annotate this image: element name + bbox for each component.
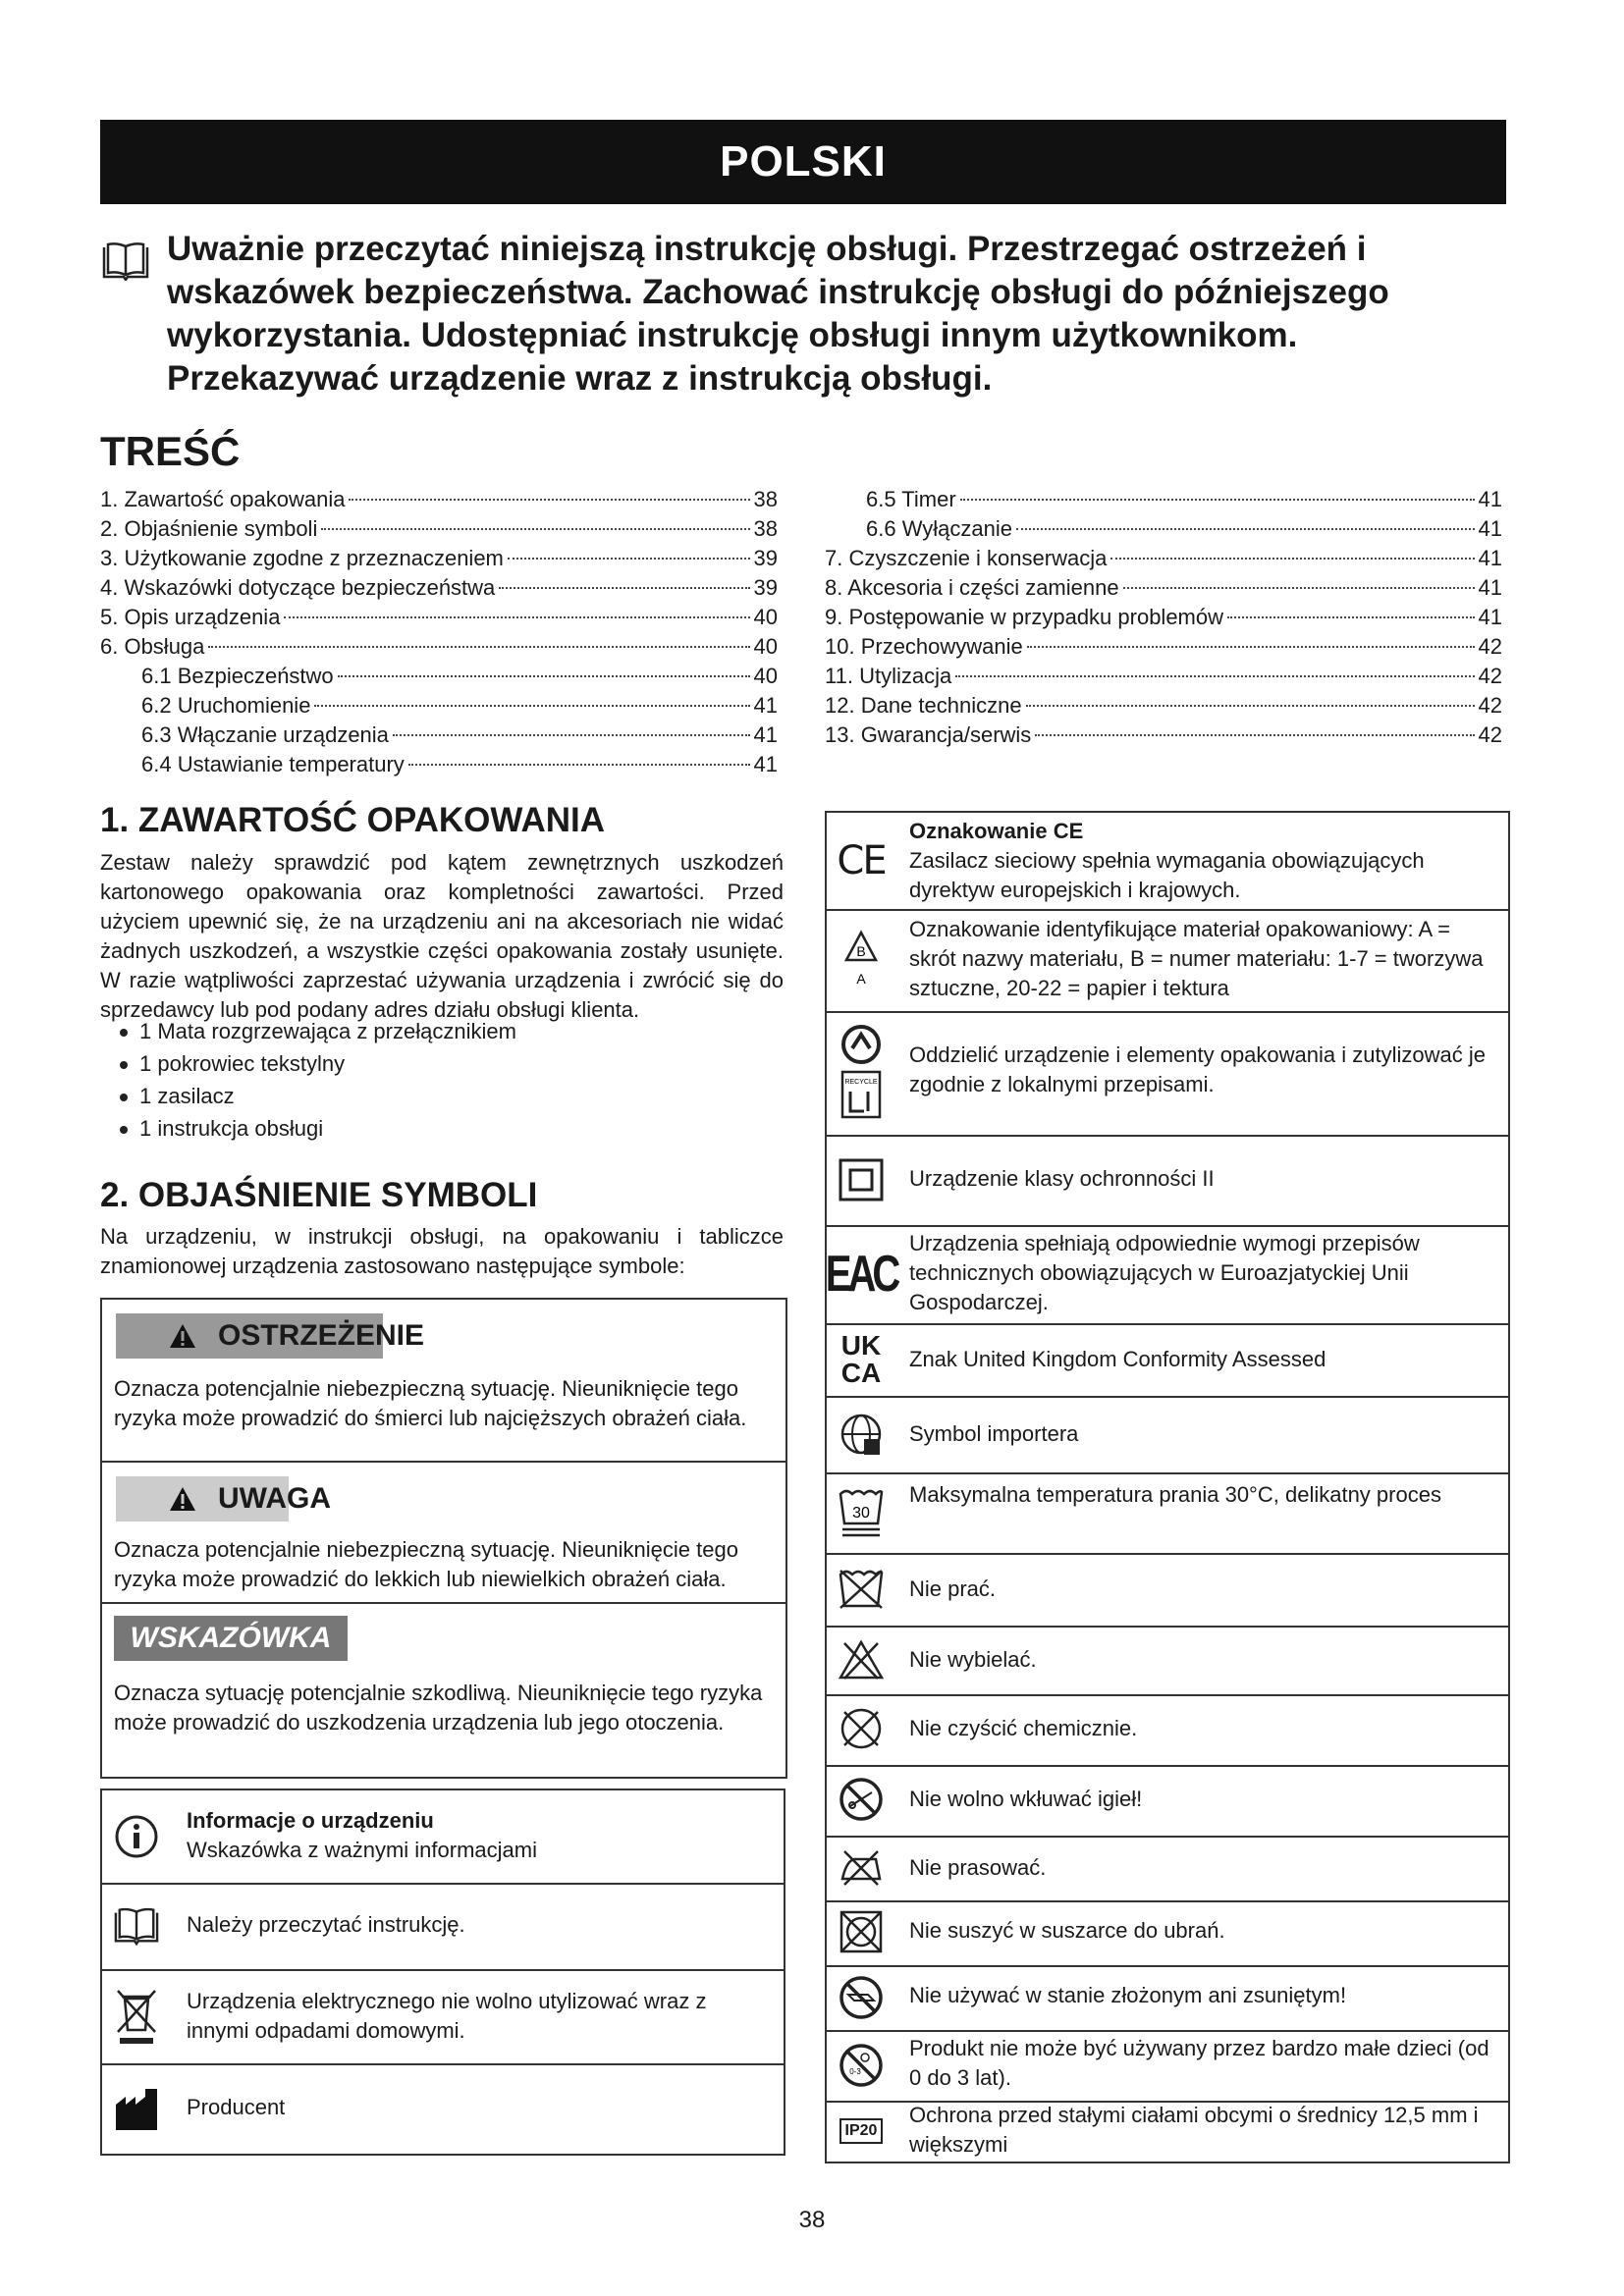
toc-entry[interactable]: 3. Użytkowanie zgodne z przeznaczeniem 39 <box>100 546 778 570</box>
symbol-row: Należy przeczytać instrukcję. <box>102 1883 784 1971</box>
book-icon <box>102 241 149 281</box>
symbol-row: Producent <box>102 2063 784 2154</box>
weee-bin-icon <box>114 1987 159 2046</box>
symbol-row: Nie prać. <box>827 1553 1508 1628</box>
eac-mark-icon: EAC <box>825 1245 897 1302</box>
toc-entry[interactable]: 6. Obsługa 40 <box>100 634 778 659</box>
toc-entry[interactable]: 12. Dane techniczne 42 <box>825 693 1502 718</box>
toc-entry[interactable]: 6.1 Bezpieczeństwo 40 <box>141 664 778 688</box>
caution-text: Oznacza potencjalnie niebezpieczną sytuację. Nieuniknięcie tego ryzyka może prowadzić do lekkich lub niewielkich obrażeń ciała. <box>114 1537 738 1591</box>
protection-class-ii-icon <box>839 1158 884 1201</box>
symbol-row: Nie prasować. <box>827 1836 1508 1902</box>
note-label: WSKAZÓWKA <box>114 1616 348 1661</box>
do-not-use-folded-icon <box>839 1975 884 2020</box>
toc-entry[interactable]: 6.2 Uruchomienie 41 <box>141 693 778 718</box>
warning-box <box>100 1298 787 1465</box>
toc-entry[interactable]: 2. Objaśnienie symboli 38 <box>100 516 778 541</box>
section-2-title: 2. OBJAŚNIENIE SYMBOLI <box>100 1176 538 1214</box>
list-item: 1 zasilacz <box>100 1080 784 1112</box>
do-not-bleach-icon <box>839 1639 884 1681</box>
toc-title: TREŚĆ <box>100 428 241 474</box>
warning-triangle-icon <box>169 1323 196 1349</box>
toc-entry[interactable]: 9. Postępowanie w przypadku problemów 41 <box>825 605 1502 629</box>
symbol-row: IP20 Ochrona przed stałymi ciałami obcymi o średnicy 12,5 mm i większymi <box>827 2101 1508 2162</box>
list-item: 1 Mata rozgrzewająca z przełącznikiem <box>100 1015 784 1047</box>
symbol-row: Nie używać w stanie złożonym ani zsuniętym! <box>827 1965 1508 2032</box>
section-1-text: Zestaw należy sprawdzić pod kątem zewnętrznych uszkodzeń kartonowego opakowania oraz kompletności zawartości. Przed użyciem upewnić się, że na urządzeniu ani na akcesoriach nie widać żadnych uszkodzeń, a wszystkie części opakowania zostały usunięte. W razie wątpliwości zaprzestać używania urządzenia i zwrócić się do sprzedawcy lub pod podany adres działu obsługi klienta. <box>100 850 784 1022</box>
language-title: POLSKI <box>720 137 887 186</box>
svg-text:30: 30 <box>852 1505 870 1522</box>
toc-entry[interactable]: 8. Akcesoria i części zamienne 41 <box>825 575 1502 600</box>
symbol-row: UK CA Znak United Kingdom Conformity Assessed <box>827 1323 1508 1398</box>
symbol-row: CE Oznakowanie CE Zasilacz sieciowy spełnia wymagania obowiązujących dyrektyw europejskich i krajowych. <box>827 813 1508 911</box>
do-not-wash-icon <box>839 1569 884 1610</box>
do-not-iron-icon <box>839 1847 884 1887</box>
section-1-title: 1. ZAWARTOŚĆ OPAKOWANIA <box>100 801 606 839</box>
note-text: Oznacza sytuację potencjalnie szkodliwą. Nieuniknięcie tego ryzyka może prowadzić do uszkodzenia urządzenia lub jego otoczenia. <box>114 1681 763 1735</box>
list-item: 1 pokrowiec tekstylny <box>100 1047 784 1080</box>
caution-triangle-icon <box>169 1486 196 1512</box>
svg-text:B: B <box>856 943 866 959</box>
toc-entry[interactable]: 6.6 Wyłączanie 41 <box>866 516 1502 541</box>
toc-entry[interactable]: 6.3 Włączanie urządzenia 41 <box>141 722 778 747</box>
toc-entry[interactable]: 4. Wskazówki dotyczące bezpieczeństwa 39 <box>100 575 778 600</box>
symbol-row: Urządzenie klasy ochronności II <box>827 1135 1508 1227</box>
language-header <box>100 120 1506 204</box>
toc-right-column <box>825 487 1502 752</box>
do-not-dry-clean-icon <box>839 1706 884 1751</box>
recycling-material-icon <box>839 919 884 1001</box>
section-2-text: Na urządzeniu, w instrukcji obsługi, na opakowaniu i tabliczce znamionowej urządzenia zastosowano następujące symbole: <box>100 1224 784 1278</box>
toc-entry[interactable]: 1. Zawartość opakowania 38 <box>100 487 778 511</box>
svg-text:A: A <box>856 971 866 987</box>
symbol-row: 0-3 Produkt nie może być używany przez bardzo małe dzieci (od 0 do 3 lat). <box>827 2030 1508 2103</box>
intro-instructions: Uważnie przeczytać niniejszą instrukcję obsługi. Przestrzegać ostrzeżeń i wskazówek bezpieczeństwa. Zachować instrukcję obsługi do późniejszego wykorzystania. Udostępniać instrukcję obsługi innym użytkownikom. Przekazywać urządzenie wraz z instrukcją obsługi. <box>167 230 1389 398</box>
toc-entry[interactable]: 5. Opis urządzenia 40 <box>100 605 778 629</box>
ukca-mark-icon: UK CA <box>840 1330 882 1388</box>
factory-icon <box>114 2087 159 2130</box>
toc-entry[interactable]: 10. Przechowywanie 42 <box>825 634 1502 659</box>
warning-text: Oznacza potencjalnie niebezpieczną sytuację. Nieuniknięcie tego ryzyka może prowadzić do śmierci lub najcięższych obrażeń ciała. <box>114 1376 747 1430</box>
package-contents-list <box>100 1015 784 1145</box>
symbol-row: RECYCLE Oddzielić urządzenie i elementy opakowania i zutylizować je zgodnie z lokalnymi przepisami. <box>827 1011 1508 1137</box>
symbol-row: Nie wolno wkłuwać igieł! <box>827 1765 1508 1838</box>
toc-entry[interactable]: 13. Gwarancja/serwis 42 <box>825 722 1502 747</box>
symbol-row: EAC Urządzenia spełniają odpowiednie wymogi przepisów technicznych obowiązujących w Euroazjatyckiej Unii Gospodarczej. <box>827 1225 1508 1325</box>
toc-left-column <box>100 487 778 781</box>
no-small-children-icon <box>839 2042 884 2089</box>
page-number: 38 <box>798 2207 826 2233</box>
list-item: 1 instrukcja obsługi <box>100 1112 784 1145</box>
symbol-row: Informacje o urządzeniu Wskazówka z ważnymi informacjami <box>102 1790 784 1885</box>
toc-entry[interactable]: 11. Utylizacja 42 <box>825 664 1502 688</box>
warning-label: OSTRZEŻENIE <box>112 1313 485 1359</box>
svg-text:RECYCLE: RECYCLE <box>844 1079 878 1086</box>
do-not-tumble-dry-icon <box>839 1910 884 1953</box>
ip20-icon: IP20 <box>839 2118 884 2144</box>
no-needles-icon <box>839 1777 884 1822</box>
wash-30-icon <box>839 1486 884 1539</box>
symbol-row: Nie wybielać. <box>827 1626 1508 1696</box>
symbol-row: Nie suszyć w suszarce do ubrań. <box>827 1900 1508 1967</box>
caution-box <box>100 1461 787 1606</box>
left-symbols-table <box>100 1789 785 2156</box>
svg-text:0-3: 0-3 <box>849 2067 861 2076</box>
toc-entry[interactable]: 6.4 Ustawianie temperatury 41 <box>141 752 778 776</box>
ce-mark-icon: CE <box>837 838 886 883</box>
toc-entry[interactable]: 7. Czyszczenie i konserwacja 41 <box>825 546 1502 570</box>
note-box <box>100 1602 787 1779</box>
info-icon <box>114 1814 159 1859</box>
symbol-row: Nie czyścić chemicznie. <box>827 1694 1508 1767</box>
book-icon <box>114 1906 159 1946</box>
symbol-row: Urządzenia elektrycznego nie wolno utylizować wraz z innymi odpadami domowymi. <box>102 1969 784 2065</box>
caution-label: UWAGA <box>112 1476 406 1522</box>
right-symbols-table <box>825 811 1510 2163</box>
importer-icon <box>839 1410 884 1459</box>
separate-recycling-icon <box>839 1021 884 1123</box>
symbol-row: B A Oznakowanie identyfikujące materiał opakowaniowy: A = skrót nazwy materiału, B = numer materiału: 1-7 = tworzywa sztuczne, 20-22 = papier i tektura <box>827 909 1508 1013</box>
symbol-row: Symbol importera <box>827 1396 1508 1474</box>
toc-entry[interactable]: 6.5 Timer 41 <box>866 487 1502 511</box>
symbol-row: 30 Maksymalna temperatura prania 30°C, delikatny proces <box>827 1472 1508 1555</box>
